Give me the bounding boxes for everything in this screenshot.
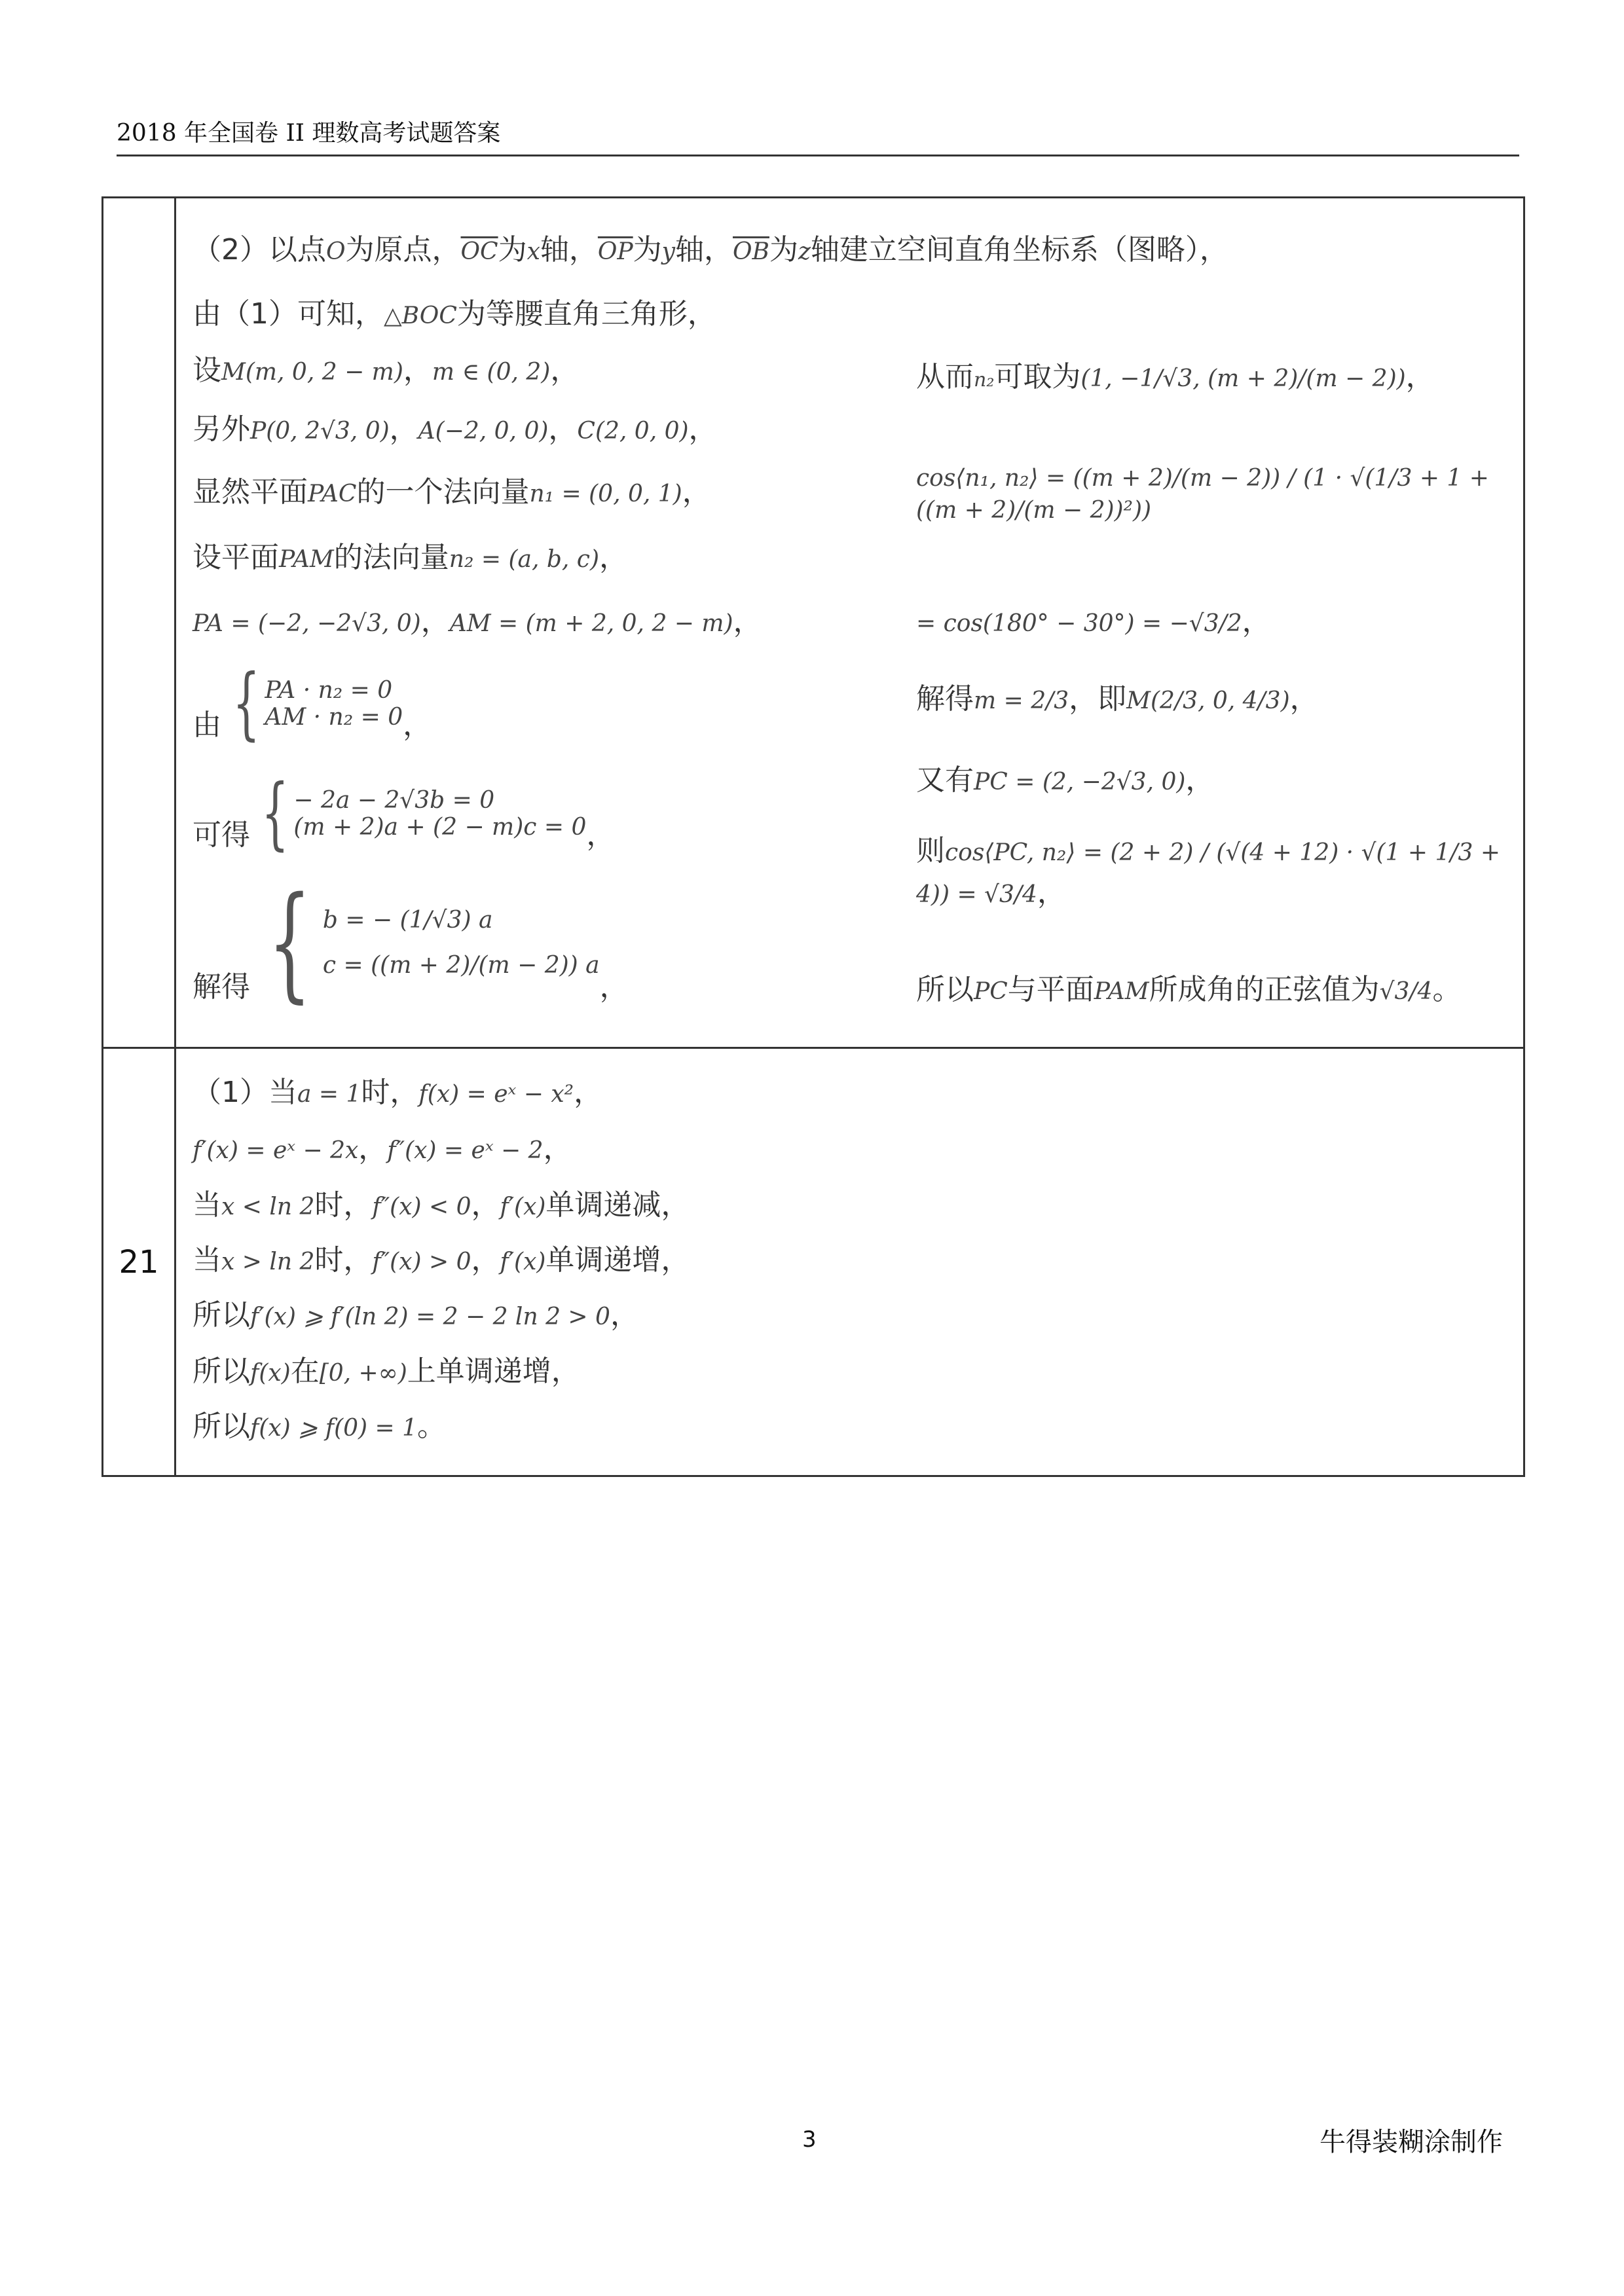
equation-system: 由 { PA · n₂ = 0 AM · n₂ = 0 ， (193, 658, 432, 749)
header-title: 2018 年全国卷 II 理数高考试题答案 (117, 120, 501, 147)
formula-line: cos⟨n₁, n₂⟩ = ((m + 2)/(m − 2)) / (1 · √(1/3 + 1 + ((m + 2)/(m − 2))²)) (916, 465, 1489, 524)
question-number: 21 (103, 1049, 176, 1475)
solution-line: 显然平面PAC的一个法向量n₁ = (0, 0, 1)， (193, 475, 711, 509)
solution-line: 设平面PAM的法向量n₂ = (a, b, c)， (193, 541, 628, 574)
solution-line: 由（1）可知，△BOC为等腰直角三角形， (193, 297, 716, 331)
answer-table (101, 196, 1525, 1477)
solution-line: PA = (−2, −2√3, 0)，AM = (m + 2, 0, 2 − m)， (193, 605, 762, 638)
question-number (103, 198, 176, 1047)
equation-system: 可得 { − 2a − 2√3b = 0 (m + 2)a + (2 − m)c = 0 ， (193, 768, 616, 859)
solution-line: 当x > ln 2时，f″(x) > 0，f′(x)单调递增， (193, 1243, 690, 1277)
solution-line: 所以PC与平面PAM所成角的正弦值为√3/4。 (916, 973, 1462, 1006)
page-header (117, 113, 1519, 156)
formula-line: = cos(180° − 30°) = −√3/2， (916, 605, 1271, 638)
solution-line: 又有PC = (2, −2√3, 0)， (916, 763, 1215, 797)
solution-line: f′(x) = eˣ − 2x，f″(x) = eˣ − 2， (193, 1132, 572, 1165)
table-row (103, 1049, 1523, 1475)
solution-line: 解得m = 2/3，即M(2/3, 0, 4/3)， (916, 682, 1319, 716)
solution-line: 当x < ln 2时，f″(x) < 0，f′(x)单调递减， (193, 1188, 690, 1222)
solution-line: （2）以点O为原点，$\overline{OC}$为x轴，$\overline{OP}$为y轴，$\overline{OB}$为z轴建立空间直角坐标系（图略）， (193, 233, 1228, 266)
answer-content (176, 1049, 1523, 1475)
solution-line: 所以f(x) ⩾ f(0) = 1。 (193, 1410, 447, 1443)
table-row (103, 198, 1523, 1049)
page-number: 3 (802, 2126, 817, 2153)
answer-content (176, 198, 1523, 1047)
solution-line: 另外P(0, 2√3, 0)，A(−2, 0, 0)，C(2, 0, 0)， (193, 412, 718, 446)
solution-line: （1）当a = 1时，f(x) = eˣ − x²， (193, 1076, 603, 1109)
equation-system: 解得 { b = − (1/√3) a c = ((m + 2)/(m − 2)) a ， (193, 870, 629, 1015)
solution-line: 设M(m, 0, 2 − m)，m ∈ (0, 2)， (193, 354, 580, 387)
solution-line: 则cos⟨PC, n₂⟩ = (2 + 2) / (√(4 + 12) · √(1 + 1/3 + 4)) = √3/4， (916, 834, 1501, 909)
footer-brand: 牛得装糊涂制作 (1320, 2127, 1503, 2157)
solution-line: 从而n₂可取为(1, −1/√3, (m + 2)/(m − 2))， (916, 360, 1435, 393)
solution-line: 所以f′(x) ⩾ f′(ln 2) = 2 − 2 ln 2 > 0， (193, 1298, 639, 1332)
solution-line: 所以f(x)在[0, +∞)上单调递增， (193, 1355, 580, 1388)
